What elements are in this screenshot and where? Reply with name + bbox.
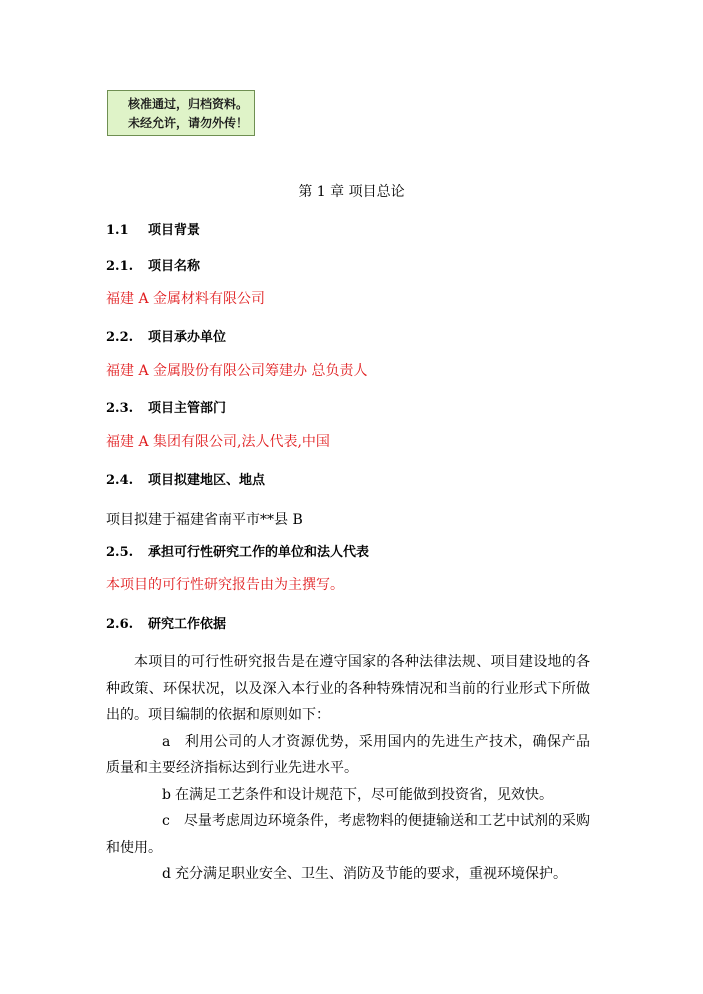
item-marker: d xyxy=(162,866,171,882)
basis-intro-paragraph: 本项目的可行性研究报告是在遵守国家的各种法律法规、项目建设地的各种政策、环保状况，以及深入本行业的各种特殊情况和当前的行业形式下所做出的。项目编制的依据和原则如下： xyxy=(106,654,590,723)
section-heading-2-6 xyxy=(106,616,226,634)
basis-item-a xyxy=(106,729,590,782)
section-number: 2.2. xyxy=(106,330,134,345)
section-title: 项目背景 xyxy=(148,223,201,238)
section-heading-2-1 xyxy=(106,258,200,276)
item-text: 在满足工艺条件和设计规范下，尽可能做到投资省，见效快。 xyxy=(174,786,553,803)
chapter-title: 第 1 章 项目总论 xyxy=(298,184,405,200)
confidential-stamp xyxy=(107,90,255,136)
item-text: 尽量考虑周边环境条件，考虑物料的便捷输送和工艺中试剂的采购和使用。 xyxy=(106,813,590,856)
section-heading-2-2 xyxy=(106,329,226,347)
section-number: 2.5. xyxy=(106,545,134,560)
section-title: 项目主管部门 xyxy=(148,401,227,416)
item-marker: c xyxy=(162,813,170,829)
section-heading-2-5 xyxy=(106,544,369,562)
section-number: 2.1. xyxy=(106,259,134,274)
section-heading-1-1 xyxy=(106,222,200,240)
stamp-line-1: 核准通过，归档资料。 xyxy=(128,97,249,111)
project-name-text: 福建 A 金属材料有限公司 xyxy=(106,291,266,307)
stamp-line-2: 未经允许，请勿外传！ xyxy=(128,116,249,130)
basis-item-d xyxy=(106,861,590,888)
competent-dept-text: 福建 A 集团有限公司,法人代表,中国 xyxy=(106,434,330,450)
section-title: 项目承办单位 xyxy=(148,330,227,345)
section-heading-2-3 xyxy=(106,400,226,418)
section-number: 2.3. xyxy=(106,401,134,416)
section-title: 研究工作依据 xyxy=(148,617,227,632)
item-marker: a xyxy=(162,733,171,750)
sponsor-unit-text: 福建 A 金属股份有限公司筹建办 总负责人 xyxy=(106,363,368,379)
section-title: 承担可行性研究工作的单位和法人代表 xyxy=(148,545,370,560)
research-unit-text: 本项目的可行性研究报告由为主撰写。 xyxy=(106,577,344,593)
basis-item-c xyxy=(106,808,590,861)
research-basis-body xyxy=(106,649,590,888)
item-text: 利用公司的人才资源优势，采用国内的先进生产技术，确保产品质量和主要经济指标达到行业先进水平。 xyxy=(106,733,590,776)
section-title: 项目名称 xyxy=(148,259,201,274)
section-number: 1.1 xyxy=(106,223,129,238)
location-text: 项目拟建于福建省南平市**县 B xyxy=(106,512,303,528)
item-text: 充分满足职业安全、卫生、消防及节能的要求，重视环境保护。 xyxy=(174,866,567,882)
section-heading-2-4 xyxy=(106,472,265,490)
basis-item-b xyxy=(106,782,590,809)
section-title: 项目拟建地区、地点 xyxy=(148,473,266,488)
item-marker: b xyxy=(162,786,171,803)
section-number: 2.6. xyxy=(106,617,134,632)
section-number: 2.4. xyxy=(106,473,134,488)
